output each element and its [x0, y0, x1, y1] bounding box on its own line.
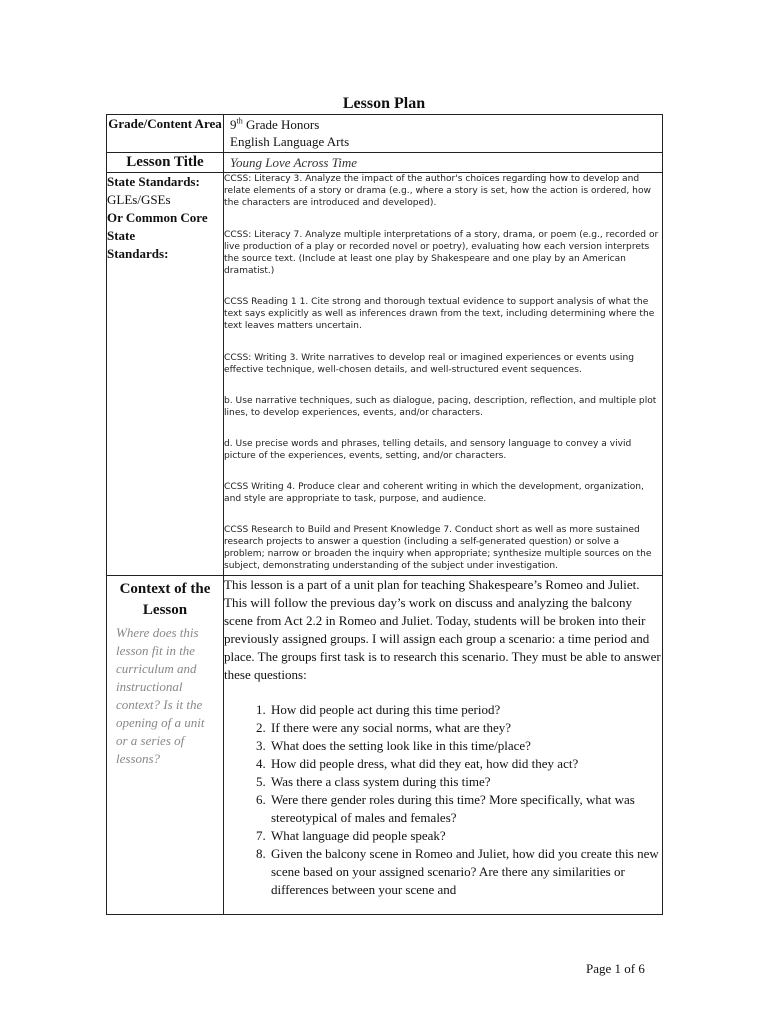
standard-item: CCSS Reading 1 1. Cite strong and thorough textual evidence to support analysis of what the text says explicitly as well as inferences drawn from the text, including determining where the text leaves matters uncertain. — [224, 297, 655, 331]
document-title: Lesson Plan — [342, 95, 426, 112]
standard-item: d. Use precise words and phrases, telling details, and sensory language to convey a vivid picture of the experiences, events, setting, and/or characters. — [224, 439, 632, 461]
question-item: 3. What does the setting look like in this time/place? — [269, 737, 662, 755]
standards-label: State Standards: GLEs/GSEs Or Common Core State Standards: — [107, 173, 224, 576]
question-item: 1. How did people act during this time period? — [269, 701, 662, 719]
lesson-title-row — [107, 153, 663, 173]
context-row — [107, 576, 663, 915]
standard-item: b. Use narrative techniques, such as dialogue, pacing, description, reflection, and multiple plot lines, to develop experiences, events, and/or characters. — [224, 396, 657, 418]
question-item: 4. How did people dress, what did they eat, how did they act? — [269, 755, 662, 773]
standard-item: CCSS Writing 4. Produce clear and coherent writing in which the development, organization, and style are appropriate to task, purpose, and audience. — [224, 482, 644, 504]
content-area: English Language Arts — [230, 134, 350, 149]
grade-label: Grade/Content Area — [107, 115, 224, 153]
question-item: 5. Was there a class system during this time? — [269, 773, 662, 791]
context-heading: Context of the Lesson — [119, 581, 211, 618]
grade-row — [107, 115, 663, 153]
standard-item: CCSS Research to Build and Present Knowledge 7. Conduct short as well as more sustained research projects to answer a question (including a self-generated question) or solve a problem; narrow or broaden the inquiry when appropriate; synthesize multiple sources on the subject, demonstrating understanding of the subject under investigation. — [224, 525, 652, 571]
grade-value — [224, 115, 663, 153]
question-item: 6. Were there gender roles during this time? More specifically, what was stereotypical of males and females? — [269, 791, 662, 827]
lesson-title-value: Young Love Across Time — [224, 153, 663, 173]
context-body — [224, 576, 663, 915]
standards-list — [224, 173, 663, 576]
standard-item: CCSS: Writing 3. Write narratives to develop real or imagined experiences or events using effective technique, well-chosen details, and well-structured event sequences. — [224, 353, 634, 375]
page-number: Page 1 of 6 — [586, 961, 645, 976]
standards-row — [107, 173, 663, 576]
lesson-plan-table — [106, 114, 663, 915]
context-intro: This lesson is a part of a unit plan for teaching Shakespeare’s Romeo and Juliet. This will follow the previous day’s work on discuss and analyzing the balcony scene from Act 2.2 in Romeo and Juliet. Today, students will be broken into their previously assigned groups. I will assign each group a scenario: a time period and place. The groups first task is to research this scenario. They must be able to answer these questions: — [224, 577, 661, 682]
lesson-title-label: Lesson Title — [107, 153, 224, 173]
question-item: 7. What language did people speak? — [269, 827, 662, 845]
standard-item: CCSS: Literacy 3. Analyze the impact of the author's choices regarding how to develop and relate elements of a story or drama (e.g., where a story is set, how the action is ordered, how the characters are introduced and developed). — [224, 174, 651, 208]
question-item: 2. If there were any social norms, what are they? — [269, 719, 662, 737]
standard-item: CCSS: Literacy 7. Analyze multiple interpretations of a story, drama, or poem (e.g., recorded or live production of a play or recorded novel or poetry), evaluating how each version interprets the source text. (Include at least one play by Shakespeare and one play by an American dramatist.) — [224, 230, 659, 276]
context-prompt: Where does this lesson fit in the curriculum and instructional context? Is it the opening of a unit or a series of lessons? — [116, 625, 205, 766]
question-list — [224, 701, 662, 899]
question-item: 8. Given the balcony scene in Romeo and Juliet, how did you create this new scene based on your assigned scenario? Are there any similarities or differences between your scene and — [269, 845, 662, 899]
context-label-cell — [107, 576, 224, 915]
grade-level: 9th Grade Honors — [230, 116, 320, 132]
